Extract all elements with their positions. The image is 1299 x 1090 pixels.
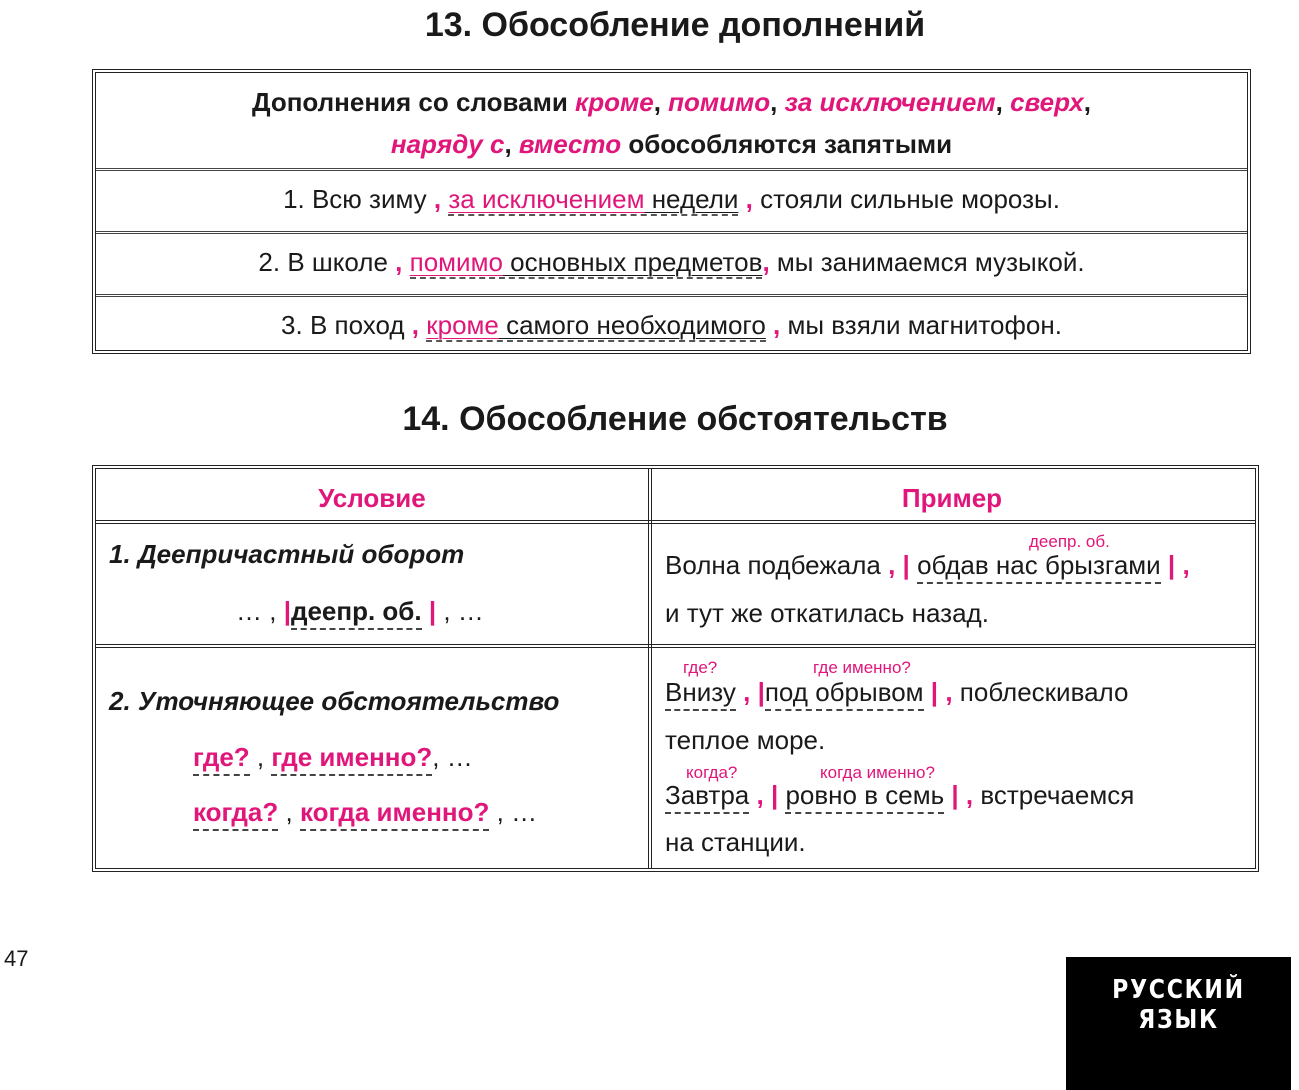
underlined-object (426, 310, 766, 342)
comma-mark: , (773, 310, 781, 340)
underlined-object (448, 184, 738, 216)
boundary-mark: | (1167, 550, 1176, 580)
rule-row (96, 73, 1247, 171)
table-13 (92, 69, 1251, 354)
rule-word: наряду с (390, 129, 505, 159)
boundary-mark: | (757, 677, 765, 707)
section-14-title: 14. Обособление обстоятельств (402, 400, 948, 438)
preposition: помимо (409, 247, 503, 277)
section-13-title: 13. Обособление дополнений (424, 6, 926, 44)
example-text: Волна подбежала (665, 550, 881, 580)
clarifying-phrase: под обрывом (765, 677, 924, 711)
comma-mark: , (945, 677, 953, 707)
participle-scheme (236, 596, 484, 627)
comma-mark: , (756, 780, 764, 810)
example-row (96, 297, 1247, 355)
rule-text: Дополнения со словами (252, 87, 576, 117)
scheme-text: … , (236, 596, 277, 626)
comma-mark: , (285, 797, 293, 827)
question-line (193, 742, 473, 773)
boundary-mark: | (902, 550, 910, 580)
rule-word: за исключением (784, 87, 996, 117)
question: где? (193, 742, 250, 776)
example-line (665, 550, 1190, 581)
comma-mark: , (888, 550, 896, 580)
boundary-mark: | (930, 677, 939, 707)
comma-mark: , (743, 677, 751, 707)
subject-badge (1066, 957, 1291, 1090)
table-14 (92, 465, 1259, 872)
example-row (96, 171, 1247, 234)
subject-badge-label: РУССКИЙ ЯЗЫК (1112, 975, 1245, 1035)
row-divider (96, 644, 1255, 648)
example-text: стояли сильные морозы. (752, 184, 1060, 214)
annotation: где? (683, 658, 718, 677)
question: когда именно? (300, 797, 489, 831)
clarified-word: Завтра (665, 780, 749, 814)
annotation: когда? (686, 763, 738, 782)
ellipsis: … (511, 797, 538, 827)
underlined-object (410, 247, 763, 279)
example-line: и тут же откатилась назад. (665, 598, 989, 628)
annotation: где именно? (813, 658, 911, 677)
boundary-mark: | (951, 780, 959, 810)
preposition: за исключением (448, 184, 645, 214)
rule-sep: , (1083, 87, 1091, 117)
preposition: кроме (426, 310, 499, 340)
boundary-mark: | (428, 596, 437, 626)
example-row (96, 234, 1247, 297)
object-text: основных предметов (502, 247, 763, 277)
comma-mark: , (745, 184, 753, 214)
example-line: на станции. (665, 827, 806, 857)
example-text: 3. В поход (281, 310, 412, 340)
participle-phrase: обдав нас брызгами (917, 550, 1161, 584)
object-text: недели (644, 184, 739, 214)
annotation: когда именно? (820, 763, 935, 782)
rule-sep: , (504, 129, 519, 159)
example-line (665, 677, 1128, 708)
comma-mark: , (411, 310, 419, 340)
rule-word: сверх (1010, 87, 1084, 117)
scheme-core: деепр. об. (291, 596, 422, 630)
header-example: Пример (901, 483, 1003, 513)
comma-mark: , (965, 780, 974, 810)
comma-mark: , (762, 247, 770, 277)
rule-sep: , (995, 87, 1011, 117)
clarifying-phrase: ровно в семь (785, 780, 944, 814)
example-text: 2. В школе (258, 247, 396, 277)
rule-sep: , (653, 87, 669, 117)
page-number: 47 (4, 946, 29, 971)
boundary-mark: | (770, 780, 779, 810)
rule-text: обособляются запятыми (621, 129, 953, 159)
condition-participle: 1. Деепричастный оборот (109, 539, 465, 569)
question-line (193, 797, 537, 828)
annotation: деепр. об. (1029, 532, 1110, 551)
example-text: поблескивало (959, 677, 1129, 707)
header-condition: Условие (318, 483, 426, 513)
comma-mark: , (432, 742, 440, 772)
example-line (665, 780, 1134, 811)
question: когда? (193, 797, 278, 831)
example-text: 1. Всю зиму (283, 184, 434, 214)
rule-word: вместо (518, 129, 622, 159)
scheme-text: , … (443, 596, 484, 626)
comma-mark: , (256, 742, 265, 772)
condition-clarifying: 2. Уточняющее обстоятельство (109, 686, 560, 716)
question: где именно? (271, 742, 432, 776)
clarified-word: Внизу (665, 677, 736, 711)
column-divider (648, 469, 652, 868)
example-line: теплое море. (665, 725, 826, 755)
example-text: встречаемся (980, 780, 1135, 810)
rule-word: помимо (668, 87, 771, 117)
boundary-mark: | (283, 596, 291, 626)
comma-mark: , (395, 247, 403, 277)
rule-sep: , (770, 87, 785, 117)
comma-mark: , (496, 797, 504, 827)
example-text: мы взяли магнитофон. (780, 310, 1062, 340)
ellipsis: … (446, 742, 473, 772)
row-divider (96, 520, 1255, 524)
comma-mark: , (1182, 550, 1190, 580)
example-text: мы занимаемся музыкой. (769, 247, 1085, 277)
comma-mark: , (433, 184, 442, 214)
rule-word: кроме (575, 87, 654, 117)
object-text: самого необходимого (498, 310, 766, 340)
